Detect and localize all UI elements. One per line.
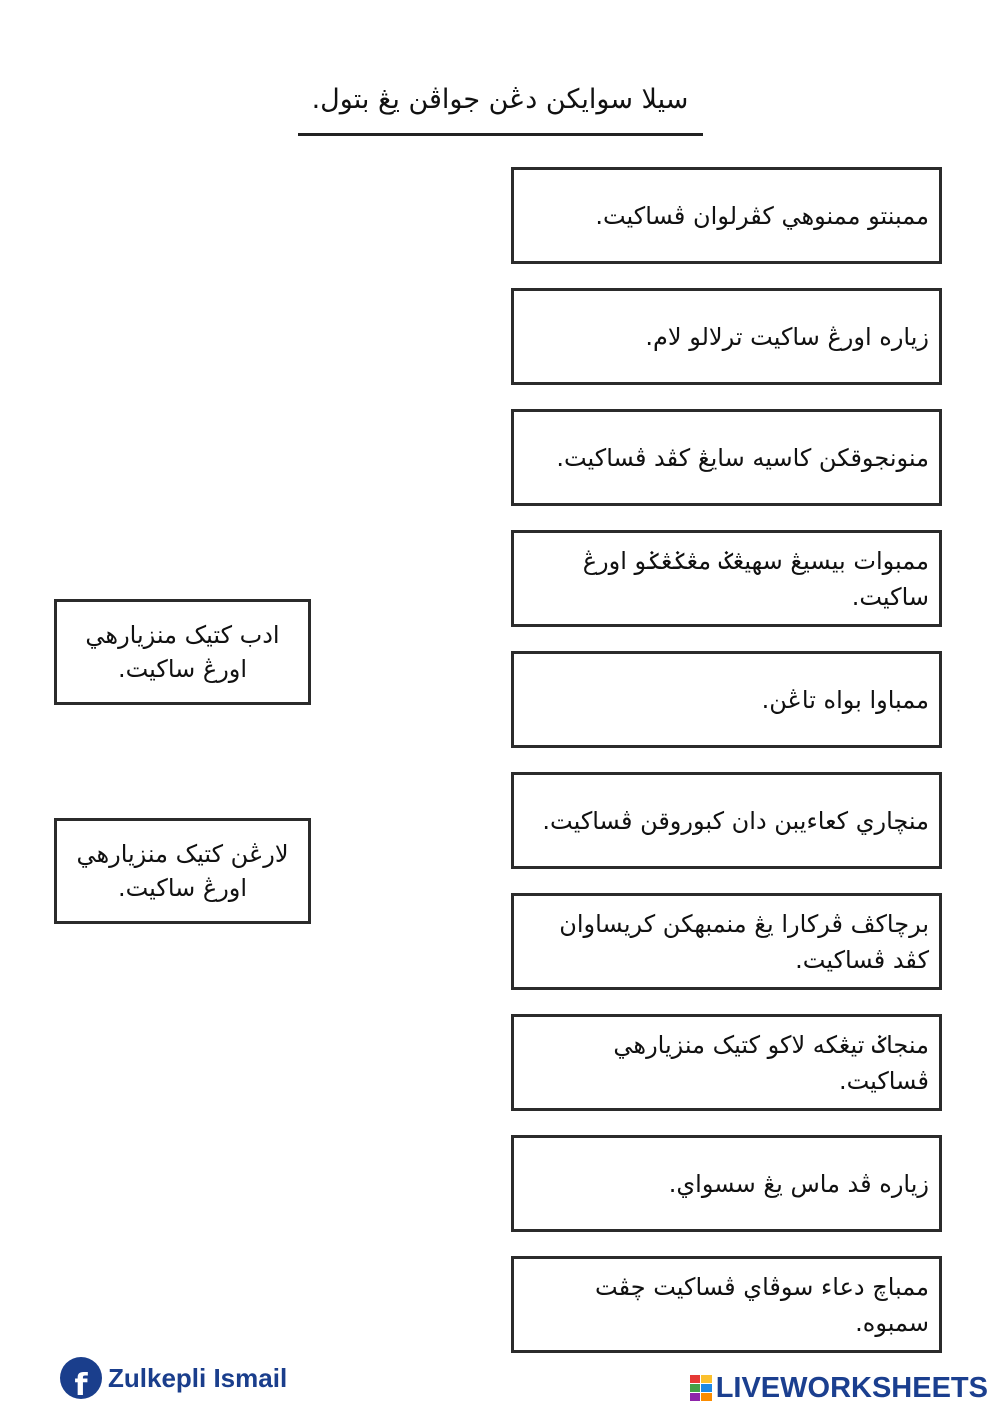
statement-box-8[interactable] [511, 1014, 942, 1111]
category-text: لارڠن کتيک منزيارهي اورڠ ساکيت. [76, 840, 289, 902]
statement-text: منونجوقکن کاسيه سايڠ کڤد ڤساکيت. [556, 443, 929, 472]
category-box-etiquette[interactable] [54, 599, 311, 705]
category-text: ادب کتيک منزيارهي اورڠ ساکيت. [85, 621, 280, 683]
statement-text: منچاري کعاءيبن دان کبوروقن ڤساکيت. [542, 806, 929, 835]
author-credit [60, 1356, 287, 1400]
statement-text: منجاݢ تيڠکه لاکو کتيک منزيارهي ڤساکيت. [613, 1030, 929, 1095]
statement-text: برچاکڤ ڤرکارا يڠ منمبهکن کريساوان کڤد ڤساکيت. [559, 909, 929, 974]
category-box-prohibition[interactable] [54, 818, 311, 924]
title-underline [298, 133, 703, 136]
author-name: Zulkepli Ismail [108, 1362, 288, 1393]
worksheet-title: سيلا سوايکن دڠن جواڤن يڠ بتول. [311, 84, 689, 115]
liveworksheets-wordmark: LIVEWORKSHEETS [715, 1371, 988, 1404]
statement-box-4[interactable] [511, 530, 942, 627]
statement-box-6[interactable] [511, 772, 942, 869]
statement-text: زياره ڤد ماس يڠ سسواي. [668, 1169, 929, 1198]
statement-box-3[interactable] [511, 409, 942, 506]
liveworksheets-logo-icon [690, 1375, 712, 1401]
facebook-icon: f [60, 1357, 102, 1399]
statement-box-5[interactable] [511, 651, 942, 748]
statement-box-7[interactable] [511, 893, 942, 990]
statement-text: ممبنتو ممنوهي کڤرلوان ڤساکيت. [595, 201, 929, 230]
liveworksheets-brand [690, 1372, 988, 1404]
statement-box-2[interactable] [511, 288, 942, 385]
statement-text: زياره اورڠ ساکيت ترلالو لام. [645, 322, 929, 351]
statement-box-9[interactable] [511, 1135, 942, 1232]
statement-box-1[interactable] [511, 167, 942, 264]
statement-text: ممبوات بيسيڠ سهيڠݢ مڠݢڠݢو اورڠ ساکيت. [582, 546, 929, 611]
statement-box-10[interactable] [511, 1256, 942, 1353]
statement-text: ممباوا بواه تاڠن. [761, 685, 929, 714]
statement-text: ممباچ دعاء سوڤاي ڤساکيت چڤت سمبوه. [595, 1272, 929, 1337]
